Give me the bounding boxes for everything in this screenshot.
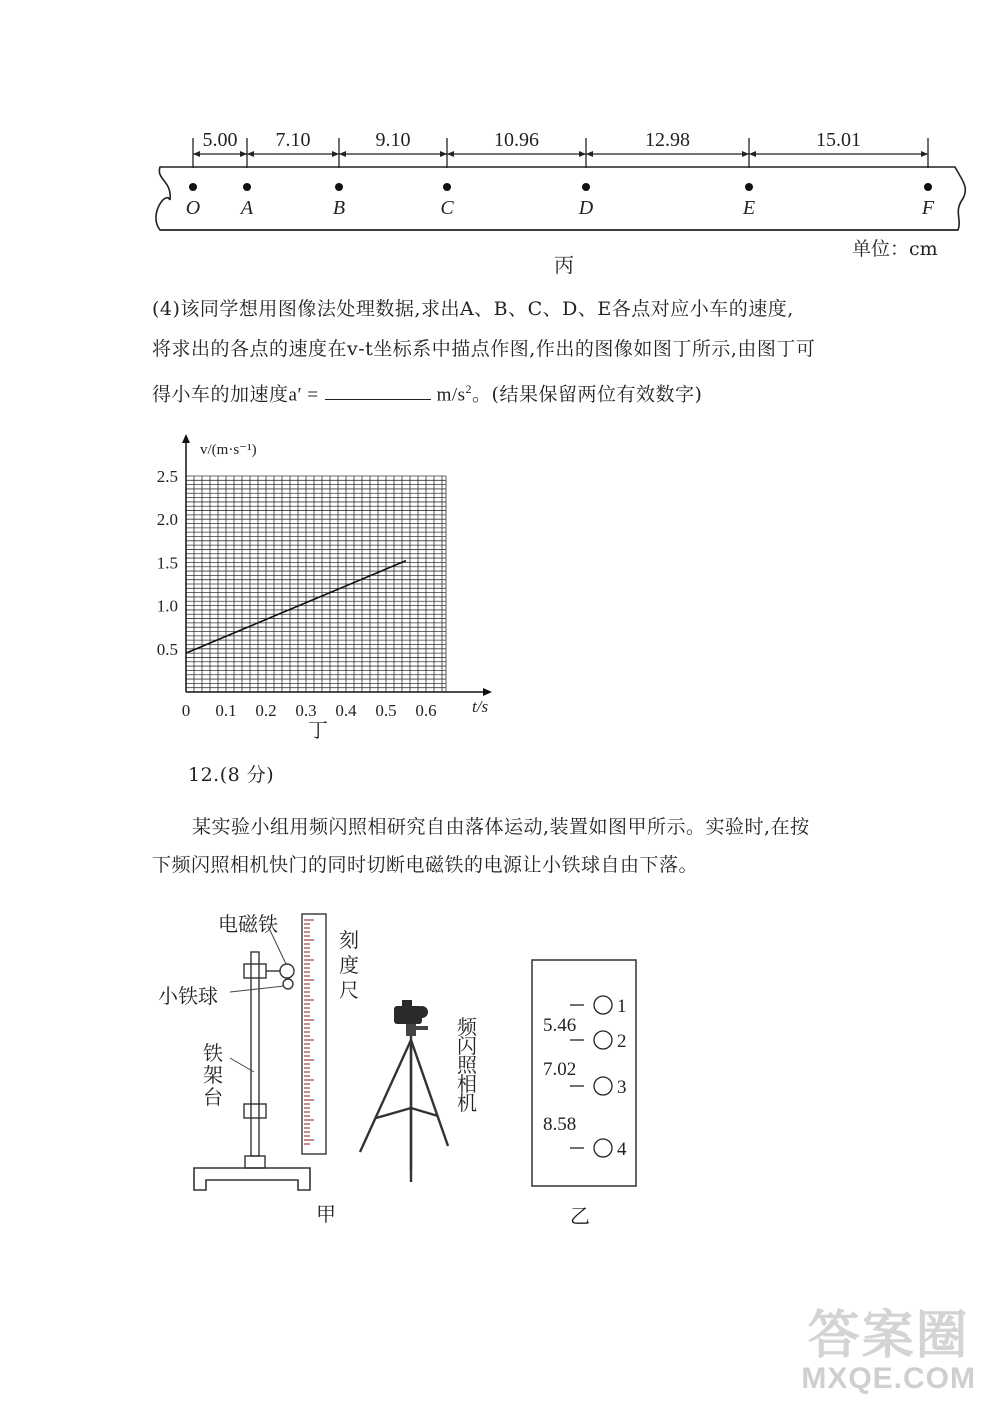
tape-point-dot (745, 183, 753, 191)
vt-line (186, 561, 406, 653)
tape-point-label: F (921, 197, 935, 219)
tape-outline (156, 167, 965, 230)
tape-point-label: E (742, 197, 756, 219)
label-stand (202, 1042, 224, 1108)
photo-ball (594, 996, 612, 1014)
vertical-label-char: 机 (457, 1091, 477, 1115)
question4-line1: (4)该同学想用图像法处理数据,求出A、B、C、D、E各点对应小车的速度, (152, 298, 794, 320)
tape-point-dot (582, 183, 590, 191)
camera (394, 1000, 428, 1036)
x-tick-label: 0.4 (335, 701, 357, 720)
photo-ball-label: 1 (617, 996, 627, 1017)
y-tick-label: 1.0 (156, 596, 178, 616)
tape-distance-label: 15.01 (816, 129, 861, 151)
photo-ball (594, 1139, 612, 1157)
question12-line2: 下频闪照相机快门的同时切断电磁铁的电源让小铁球自由下落。 (152, 854, 699, 876)
tape-point-label: B (332, 197, 346, 219)
question4-line3 (152, 370, 702, 414)
label-electromagnet: 电磁铁 (218, 912, 278, 936)
chart-grid (186, 476, 446, 692)
x-tick-label: 0.3 (295, 701, 317, 720)
vertical-label-char: 台 (203, 1085, 223, 1109)
vertical-label-char: 照 (457, 1053, 477, 1077)
vertical-label-char: 相 (457, 1072, 477, 1096)
question12-line1: 某实验小组用频闪照相研究自由落体运动,装置如图甲所示。实验时,在按 (192, 816, 810, 838)
x-tick-label: 0.2 (255, 701, 277, 720)
photo-distance-label: 7.02 (543, 1059, 577, 1080)
tape-distance-label: 5.00 (202, 129, 238, 151)
photo-figure (530, 958, 640, 1190)
vertical-label-char: 刻 (339, 928, 359, 952)
paper-tape-figure (150, 120, 980, 245)
tape-point-label: C (440, 197, 454, 219)
y-tick-label: 2.0 (156, 510, 178, 530)
y-axis-label: v/(m·s⁻¹) (200, 442, 257, 458)
ruler (302, 914, 326, 1154)
accel-unit-exp: 2 (465, 382, 473, 396)
label-camera (456, 1015, 478, 1115)
photo-ball-label: 4 (617, 1139, 627, 1160)
chart-caption: 丁 (308, 718, 328, 742)
y-tick-label: 2.5 (156, 467, 178, 486)
tripod (360, 1036, 448, 1182)
accel-unit: m/s (436, 384, 466, 406)
tape-unit-label: 单位：cm (852, 238, 938, 260)
accel-symbol: a′ = (288, 384, 319, 406)
tape-point-dot (924, 183, 932, 191)
tape-point-label: D (578, 197, 594, 219)
watermark-title: 答案圈 (807, 1306, 970, 1366)
apparatus-caption: 甲 (316, 1202, 336, 1226)
answer-blank[interactable] (325, 379, 431, 400)
photo-ball-label: 2 (617, 1031, 627, 1052)
label-ruler (338, 928, 360, 1003)
vertical-label-char: 闪 (457, 1034, 477, 1058)
x-tick-label: 0.1 (215, 701, 237, 720)
vertical-label-char: 架 (203, 1063, 223, 1087)
tape-point-dot (243, 183, 251, 191)
tape-point-label: A (240, 197, 254, 219)
vertical-label-char: 度 (339, 953, 359, 977)
vertical-label-char: 尺 (339, 978, 359, 1002)
y-tick-label: 0.5 (156, 639, 178, 659)
tape-distance-label: 10.96 (494, 129, 539, 151)
tape-distance-label: 12.98 (645, 129, 690, 151)
x-tick-label: 0 (181, 701, 191, 720)
photo-caption: 乙 (570, 1204, 590, 1228)
question4-line2: 将求出的各点的速度在v-t坐标系中描点作图,作出的图像如图丁所示,由图丁可 (152, 338, 816, 360)
question4-line3-suffix: 。(结果保留两位有效数字) (472, 383, 703, 406)
watermark (801, 1293, 976, 1396)
stand-rod (251, 952, 259, 1156)
x-axis-label: t/s (472, 697, 489, 716)
tape-point-dot (189, 183, 197, 191)
x-tick-label: 0.6 (415, 701, 437, 720)
photo-distance-label: 5.46 (543, 1015, 577, 1036)
stand-base (194, 1168, 310, 1190)
tape-distance-label: 7.10 (275, 129, 311, 151)
tape-point-dot (335, 183, 343, 191)
iron-ball (283, 979, 293, 989)
photo-distance-label: 8.58 (543, 1114, 577, 1135)
photo-ball (594, 1031, 612, 1049)
question4-line3-prefix: 得小车的加速度 (152, 383, 289, 406)
electromagnet (280, 964, 294, 978)
vt-chart (140, 432, 520, 732)
vertical-label-char: 铁 (203, 1041, 223, 1065)
x-tick-label: 0.5 (375, 701, 397, 720)
tape-point-dot (443, 183, 451, 191)
tape-caption: 丙 (554, 253, 574, 277)
vertical-label-char: 频 (457, 1015, 477, 1039)
photo-ball-label: 3 (617, 1077, 627, 1098)
question12-heading: 12.(8 分) (188, 764, 275, 786)
y-tick-label: 1.5 (156, 553, 178, 573)
watermark-url: MXQE.COM (801, 1362, 976, 1395)
photo-ball (594, 1077, 612, 1095)
label-ball: 小铁球 (158, 984, 218, 1008)
tape-point-label: O (185, 197, 201, 219)
tape-distance-label: 9.10 (375, 129, 411, 151)
